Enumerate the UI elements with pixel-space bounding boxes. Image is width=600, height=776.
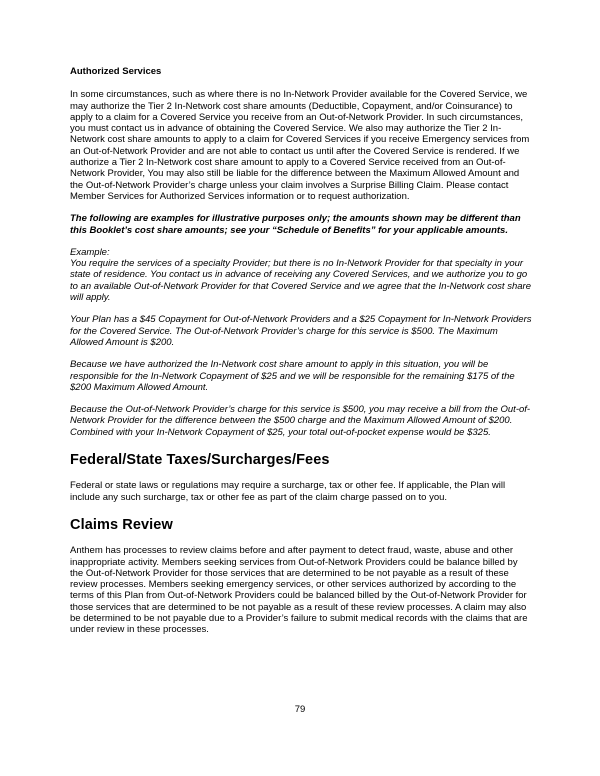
claims-review-paragraph: Anthem has processes to review claims before and after payment to detect fraud, waste, abuse and other inappropriate activity. Members seeking services from Out-of-Network Providers could be balance billed by the Out-of-Network Provider for those services that are determined to be not payable as a result of these review processes. Members seeking emergency services, or other services authorized by according to the terms of this Plan from Out-of-Network Providers could be balanced billed by the Out-of-Network Provider for those services that are determined to be not payable as a result of these review processes. A claim may also be determined to be not payable due to a Provider’s failure to submit medical records with the claims that are under review in these processes. — [70, 545, 528, 636]
authorized-services-heading: Authorized Services — [70, 66, 162, 77]
claims-review-heading: Claims Review — [70, 516, 173, 533]
federal-state-taxes-heading: Federal/State Taxes/Surcharges/Fees — [70, 452, 330, 469]
illustrative-notice-paragraph: The following are examples for illustrative purposes only; the amounts shown may be different than this Booklet’s cost share amounts; see your “Schedule of Benefits” for your applicable amounts. — [70, 213, 521, 236]
example-balance-bill-paragraph: Because the Out-of-Network Provider’s charge for this service is $500, you may receive a bill from the Out-of-Network Provider for the difference between the $500 charge and the Maximum Allowed Amount of $200. Combined with your In-Network Copayment of $25, your total out-of-pocket expense would be $325. — [70, 404, 531, 438]
page-number: 79 — [294, 704, 306, 715]
federal-state-taxes-paragraph: Federal or state laws or regulations may require a surcharge, tax or other fee. If applicable, the Plan will include any such surcharge, tax or other fee as part of the claim charge passed on to you. — [70, 480, 506, 503]
authorized-services-paragraph: In some circumstances, such as where there is no In-Network Provider available for the Covered Service, we may authorize the Tier 2 In-Network cost share amounts (Deductible, Copayment, and/or Coinsurance) to apply to a claim for a Covered Service you receive from an Out-of-Network Provider. In such circumstances, you must contact us in advance of obtaining the Covered Service. We also may authorize the Tier 2 In-Network cost share amounts to apply to a claim for Covered Services if you receive Emergency services from an Out-of-Network Provider and are not able to contact us until after the Covered Service is rendered. If we authorize a Tier 2 In-Network cost share amount to apply to a Covered Service received from an Out-of-Network Provider, You may also still be liable for the difference between the Maximum Allowed Amount and the Out-of-Network Provider’s charge unless your claim involves a Surprise Billing Claim. Please contact Member Services for Authorized Services information or to request authorization. — [70, 89, 530, 202]
page-content — [70, 66, 532, 647]
example-scenario-text: You require the services of a specialty Provider; but there is no In-Network Provider for that specialty in your state of residence. You contact us in advance of receiving any Covered Services, and we authorize you to go to an available Out-of-Network Provider for that Covered Service and we agree that the In-Network cost share will apply. — [70, 258, 531, 304]
example-authorized-result-paragraph: Because we have authorized the In-Network cost share amount to apply in this situation, you will be responsible for the In-Network Copayment of $25 and we will be responsible for the remaining $175 of the $200 Maximum Allowed Amount. — [70, 359, 515, 393]
example-label: Example: — [70, 246, 110, 258]
example-scenario-paragraph — [70, 247, 532, 303]
example-plan-copayments-paragraph: Your Plan has a $45 Copayment for Out-of-Network Providers and a $25 Copayment for In-Network Providers for the Covered Service. The Out-of-Network Provider’s charge for this service is $500. The Maximum Allowed Amount is $200. — [70, 314, 532, 348]
